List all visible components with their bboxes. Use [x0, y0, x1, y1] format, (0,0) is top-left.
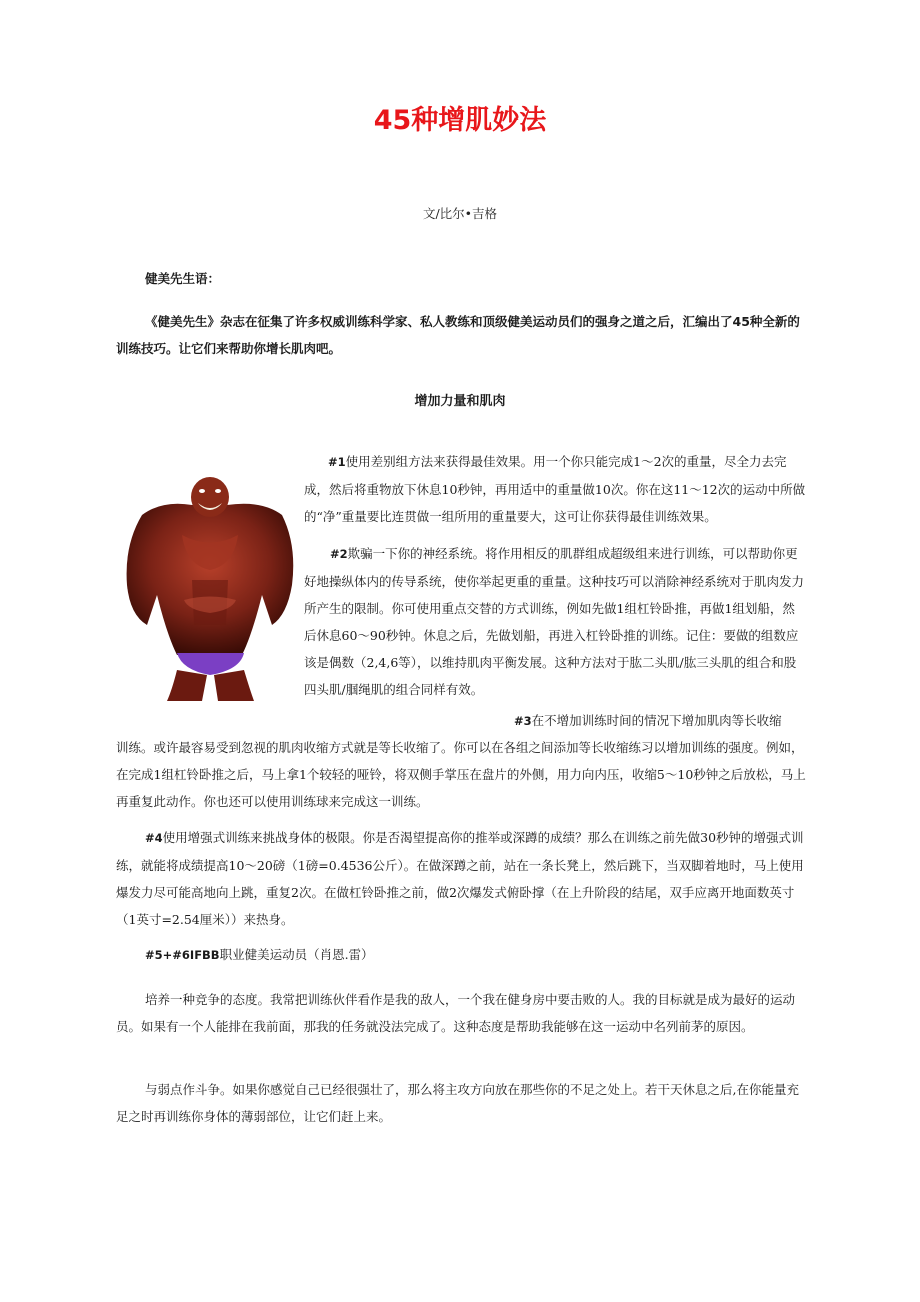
- tip-4-text: 使用增强式训练来挑战身体的极限。你是否渴望提高你的推举或深蹲的成绩？那么在训练之前先做30秒钟的增强式训练，就能将成绩提高10～20磅（1磅=0.4536公斤）。在做深蹲之前，站在一条长凳上，然后跳下，当双脚着地时，马上使用爆发力尽可能高地向上跳，重复2次。在做杠铃卧推之前，做2次爆发式俯卧撑（在上升阶段的结尾，双手应离开地面数英寸（1英寸=2.54厘米））来热身。: [116, 830, 804, 927]
- intro-label: 健美先生语：: [145, 271, 221, 286]
- tip-3-number: #3: [514, 714, 532, 728]
- tip-3-text: 训练。或许最容易受到忽视的肌肉收缩方式就是等长收缩了。你可以在各组之间添加等长收缩练习以增加训练的强度。例如，在完成1组杠铃卧推之后，马上拿1个较轻的哑铃，将双侧手掌压在盘片的外侧，用力向内压，收缩5～10秒钟之后放松，马上再重复此动作。你也还可以使用训练球来完成这一训练。: [116, 740, 806, 809]
- tip-6-paragraph: 与弱点作斗争。如果你感觉自己已经很强壮了，那么将主攻方向放在那些你的不足之处上。若干天休息之后,在你能量充足之时再训练你身体的薄弱部位，让它们赶上来。: [116, 1082, 799, 1124]
- tip-4-number: #4: [145, 831, 163, 845]
- intro-paragraph: 《健美先生》杂志在征集了许多权威训练科学家、私人教练和顶级健美运动员们的强身之道之后，汇编出了45种全新的训练技巧。让它们来帮助你增长肌肉吧。: [116, 314, 800, 356]
- tip-1: [304, 448, 806, 530]
- tip-1-number: #1: [328, 455, 346, 469]
- tip-2: [304, 540, 806, 703]
- tip-1-text: 使用差别组方法来获得最佳效果。用一个你只能完成1～2次的重量，尽全力去完成，然后将重物放下休息10秒钟，再用适中的重量做10次。你在这11～12次的运动中所做的“净”重量要比连贯做一组所用的重量要大，这可让你获得最佳训练效果。: [304, 454, 806, 524]
- tip-5-paragraph: 培养一种竞争的态度。我常把训练伙伴看作是我的敌人，一个我在健身房中要击败的人。我的目标就是成为最好的运动员。如果有一个人能排在我前面，那我的任务就没法完成了。这种态度是帮助我能够在这一运动中名列前茅的原因。: [116, 992, 796, 1034]
- tip-2-number: #2: [330, 547, 348, 561]
- page-title: 45种增肌妙法: [373, 105, 547, 136]
- tip-3-heading-text: 在不增加训练时间的情况下增加肌肉等长收缩: [531, 713, 782, 728]
- tip-5-6-source: 职业健美运动员（肖恩.雷）: [219, 947, 374, 962]
- bodybuilder-illustration: [122, 475, 297, 701]
- tip-5-6-heading: [145, 941, 374, 969]
- tip-5-6-number: #5+#6IFBB: [145, 948, 220, 962]
- section-heading: 增加力量和肌肉: [414, 394, 506, 409]
- tip-3-first-line: [514, 707, 814, 735]
- tip-4: [116, 824, 810, 933]
- author-line: 文/比尔•吉格: [422, 206, 498, 221]
- tip-2-text: 欺骗一下你的神经系统。将作用相反的肌群组成超级组来进行训练，可以帮助你更好地操纵体内的传导系统，使你举起更重的重量。这种技巧可以消除神经系统对于肌肉发力所产生的限制。你可使用重点交替的方式训练，例如先做1组杠铃卧推，再做1组划船，然后休息60～90秒钟。休息之后，先做划船，再进入杠铃卧推的训练。记住：要做的组数应该是偶数（2,4,6等），以维持肌肉平衡发展。这种方法对于肱二头肌/肱三头肌的组合和股四头肌/腘绳肌的组合同样有效。: [304, 546, 805, 697]
